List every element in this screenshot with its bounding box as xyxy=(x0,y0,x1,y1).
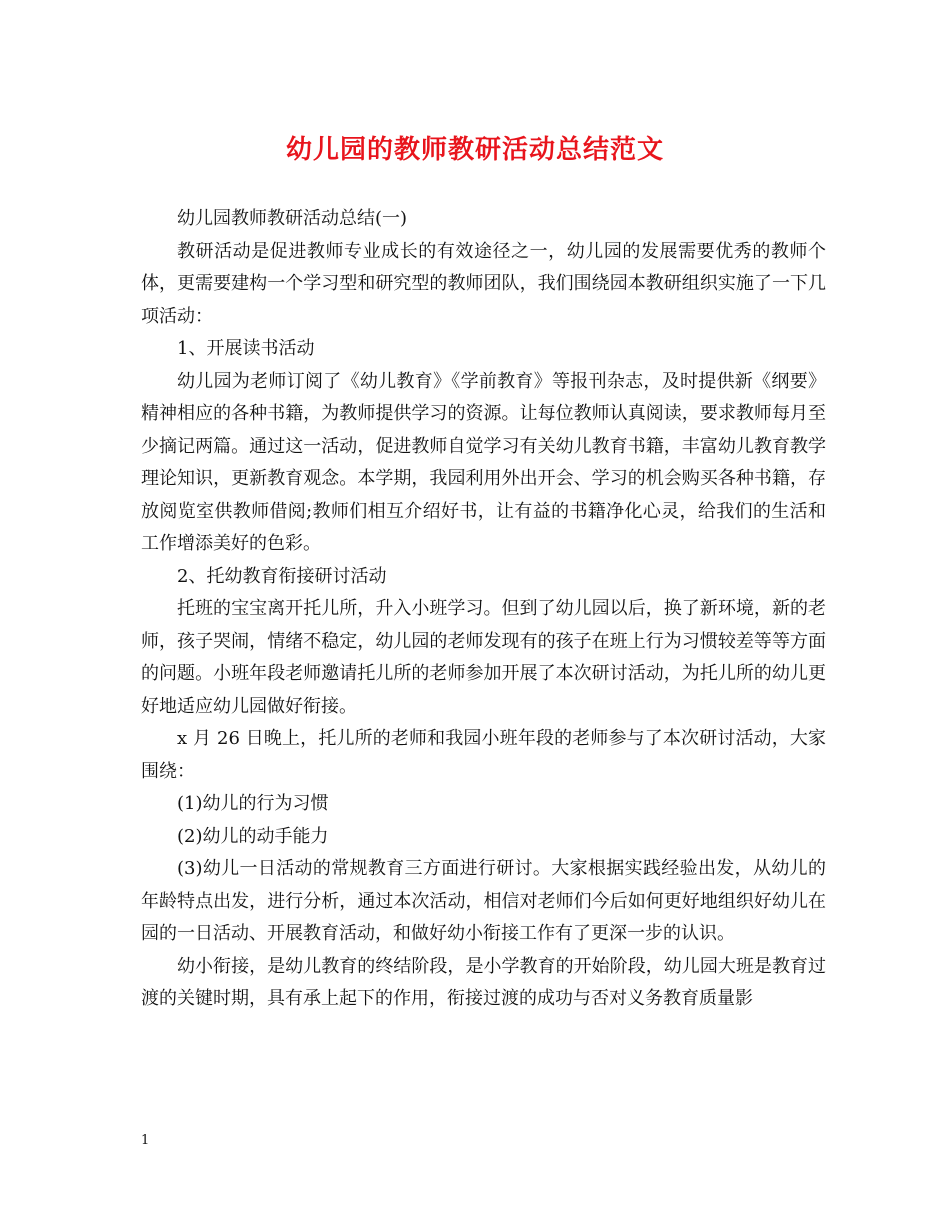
paragraph: x 月 26 日晚上，托儿所的老师和我园小班年段的老师参与了本次研讨活动，大家围绕： xyxy=(141,728,826,782)
list-item: (1)幼儿的行为习惯 xyxy=(177,793,329,814)
list-item: (2)幼儿的动手能力 xyxy=(177,825,329,847)
document-title: 幼儿园的教师教研活动总结范文 xyxy=(285,135,664,165)
list-item: (3)幼儿一日活动的常规教育三方面进行研讨。大家根据实践经验出发，从幼儿的年龄特点出发，进行分析，通过本次活动，相信对老师们今后如何更好地组织好幼儿在园的一日活动、开展教育活动，和做好幼小衔接工作有了更深一步的认识。 xyxy=(141,858,826,944)
paragraph: 幼儿园为老师订阅了《幼儿教育》《学前教育》等报刊杂志，及时提供新《纲要》精神相应的各种书籍，为教师提供学习的资源。让每位教师认真阅读，要求教师每月至少摘记两篇。通过这一活动，促进教师自觉学习有关幼儿教育书籍，丰富幼儿教育教学理论知识，更新教育观念。本学期，我园利用外出开会、学习的机会购买各种书籍，存放阅览室供教师借阅;教师们相互介绍好书，让有益的书籍净化心灵，给我们的生活和工作增添美好的色彩。 xyxy=(141,370,826,554)
list-heading: 1、开展读书活动 xyxy=(177,338,315,359)
section-heading: 幼儿园教师教研活动总结(一) xyxy=(177,208,408,229)
page-number: 1 xyxy=(141,1133,150,1148)
paragraph: 教研活动是促进教师专业成长的有效途径之一，幼儿园的发展需要优秀的教师个体，更需要建构一个学习型和研究型的教师团队，我们围绕园本教研组织实施了一下几项活动： xyxy=(141,240,826,327)
paragraph: 托班的宝宝离开托儿所，升入小班学习。但到了幼儿园以后，换了新环境，新的老师，孩子哭闹，情绪不稳定，幼儿园的老师发现有的孩子在班上行为习惯较差等等方面的问题。小班年段老师邀请托儿所的老师参加开展了本次研讨活动，为托儿所的幼儿更好地适应幼儿园做好衔接。 xyxy=(141,598,826,717)
list-heading: 2、托幼教育衔接研讨活动 xyxy=(177,565,387,587)
document-body xyxy=(141,203,826,1016)
paragraph: 幼小衔接，是幼儿教育的终结阶段，是小学教育的开始阶段，幼儿园大班是教育过渡的关键时期，具有承上起下的作用，衔接过渡的成功与否对义务教育质量影 xyxy=(141,955,826,1009)
